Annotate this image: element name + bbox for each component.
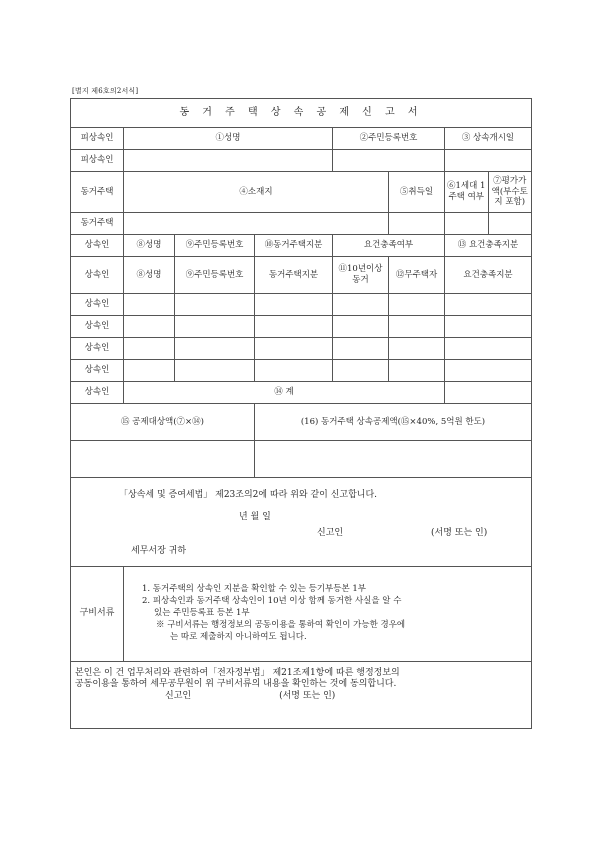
decedent-rrn-field[interactable]	[333, 150, 445, 172]
req-share-field[interactable]	[445, 316, 532, 338]
documents-list	[124, 567, 532, 662]
declaration-block	[71, 478, 532, 567]
inheritance-date-field[interactable]	[445, 150, 532, 172]
heir-row	[71, 294, 532, 316]
no-house-field[interactable]	[389, 338, 445, 360]
consent-line-2: 공동이용을 통하여 세무공무원이 위 구비서류의 내용을 확인하는 것에 동의합니다.	[75, 679, 397, 690]
total-field[interactable]	[445, 382, 532, 404]
heir-row-label: 상속인	[71, 360, 124, 382]
heir-rrn-field[interactable]	[175, 338, 255, 360]
req-share-field[interactable]	[445, 360, 532, 382]
heir-rrn-field[interactable]	[175, 316, 255, 338]
inheritance-date-header: ③ 상속개시일	[445, 128, 532, 150]
declaration-date: 년 월 일	[239, 512, 271, 522]
heir-name-field[interactable]	[124, 338, 175, 360]
declaration-statement: 「상속세 및 증여세법」 제23조의2에 따라 위와 같이 신고합니다.	[119, 490, 378, 500]
document-note: ※ 구비서류는 행정정보의 공동이용을 통하여 확인이 가능한 경우에	[156, 619, 406, 630]
one-house-header: ⑥1세대 1주택 여부	[445, 172, 489, 212]
deduction-amount-label: (16) 동거주택 상속공제액(⑮×40%, 5억원 한도)	[255, 404, 532, 441]
heir-row-label: 상속인	[71, 338, 124, 360]
heir-share-header: ⑩동거주택지분	[255, 235, 333, 257]
requirement-share-header: ⑬ 요건충족지분	[445, 235, 532, 257]
req-share-field[interactable]	[445, 294, 532, 316]
heir-row	[71, 338, 532, 360]
heir-rrn-header-2: ⑨주민등록번호	[175, 257, 255, 294]
one-house-field[interactable]	[445, 213, 489, 234]
heir-name-field[interactable]	[124, 360, 175, 382]
heir-row	[71, 360, 532, 382]
heir-row-label: 상속인	[71, 294, 124, 316]
requirement-header: 요건충족여부	[333, 235, 445, 257]
form-reference: [별지 제6호의2서식]	[72, 87, 139, 95]
ten-year-field[interactable]	[333, 294, 389, 316]
heir-share-field[interactable]	[255, 338, 333, 360]
decedent-label-2: 피상속인	[71, 150, 124, 172]
decedent-rrn-header: ②주민등록번호	[333, 128, 445, 150]
heir-name-field[interactable]	[124, 316, 175, 338]
filer-signature[interactable]: (서명 또는 인)	[431, 528, 488, 538]
deduction-base-field[interactable]	[71, 441, 255, 478]
no-house-field[interactable]	[389, 316, 445, 338]
declaration-form	[70, 98, 531, 729]
ten-year-field[interactable]	[333, 360, 389, 382]
heir-rrn-field[interactable]	[175, 294, 255, 316]
consent-signature[interactable]: (서명 또는 인)	[279, 690, 336, 701]
heir-row-label: 상속인	[71, 316, 124, 338]
heir-rrn-header: ⑨주민등록번호	[175, 235, 255, 257]
heir-name-header: ⑧성명	[124, 235, 175, 257]
decedent-label: 피상속인	[71, 128, 124, 150]
no-house-header: ⑫무주택자	[389, 257, 445, 294]
house-label-2: 동거주택	[71, 213, 124, 235]
no-house-field[interactable]	[389, 360, 445, 382]
deduction-base-label: ⑮ 공제대상액(⑦×⑭)	[71, 404, 255, 441]
heir-share-field[interactable]	[255, 360, 333, 382]
heir-share-field[interactable]	[255, 316, 333, 338]
filer-label: 신고인	[317, 528, 344, 538]
document-note-cont: 는 따로 제출하지 아니하여도 됩니다.	[170, 631, 307, 642]
ten-year-field[interactable]	[333, 316, 389, 338]
house-label: 동거주택	[71, 172, 124, 213]
valuation-field[interactable]	[489, 213, 532, 234]
ten-year-field[interactable]	[333, 338, 389, 360]
document-item-1: 1. 동거주택의 상속인 지분을 확인할 수 있는 등기부등본 1부	[142, 584, 366, 595]
consent-block	[71, 662, 532, 729]
consent-line-1: 본인은 이 건 업무처리와 관련하여「전자정부법」 제21조제1항에 따른 행정정보의	[75, 668, 400, 678]
location-field[interactable]	[124, 213, 389, 235]
decedent-name-header: ①성명	[124, 128, 333, 150]
acquired-date-field[interactable]	[389, 213, 445, 235]
req-share-field[interactable]	[445, 338, 532, 360]
form-title: 동 거 주 택 상 속 공 제 신 고 서	[71, 99, 532, 128]
ten-year-cohabit-header: ⑪10년이상 동거	[333, 257, 389, 294]
total-label: ⑭ 계	[124, 382, 445, 404]
valuation-header: ⑦평가가액(부수토지 포함)	[491, 176, 528, 208]
decedent-name-field[interactable]	[124, 150, 333, 172]
heir-name-field[interactable]	[124, 294, 175, 316]
location-header: ④소재지	[124, 172, 389, 213]
heir-label: 상속인	[71, 235, 124, 257]
heir-label-2: 상속인	[71, 257, 124, 294]
documents-label: 구비서류	[71, 567, 124, 662]
heir-row	[71, 316, 532, 338]
consent-filer: 신고인	[165, 690, 192, 701]
acquired-date-header: ⑤취득일	[389, 172, 445, 213]
heir-share-field[interactable]	[255, 294, 333, 316]
requirement-share-header-2: 요건충족지분	[445, 257, 532, 294]
heir-name-header-2: ⑧성명	[124, 257, 175, 294]
document-item-2-cont: 있는 주민등록표 등본 1부	[154, 608, 250, 619]
no-house-field[interactable]	[389, 294, 445, 316]
addressee: 세무서장 귀하	[131, 546, 187, 556]
deduction-amount-field[interactable]	[255, 441, 532, 478]
document-item-2: 2. 피상속인과 동거주택 상속인이 10년 이상 함께 동거한 사실을 알 수	[142, 596, 402, 607]
total-row-label: 상속인	[71, 382, 124, 404]
heir-rrn-field[interactable]	[175, 360, 255, 382]
heir-share-header-2: 동거주택지분	[255, 257, 333, 294]
form-table	[70, 98, 532, 729]
